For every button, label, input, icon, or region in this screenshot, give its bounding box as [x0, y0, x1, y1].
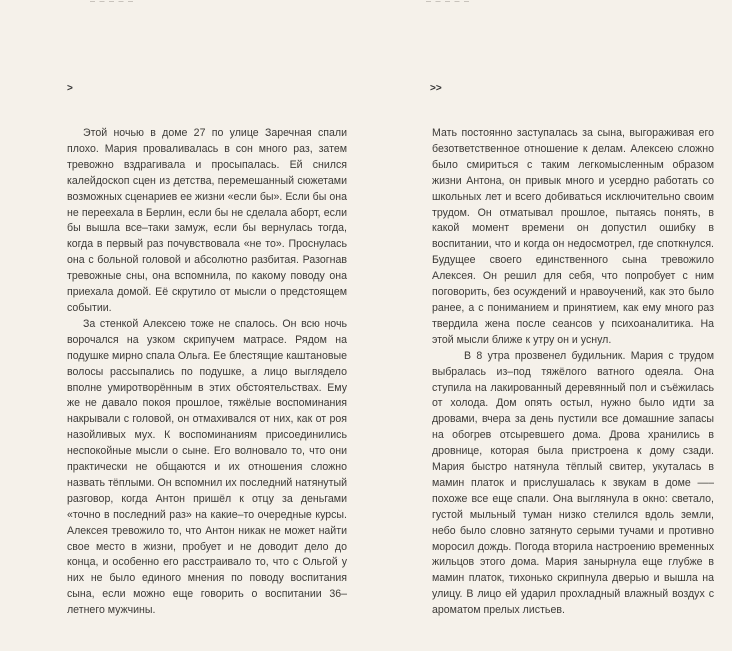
paragraph: За стенкой Алексею тоже не спалось. Он всю ночь ворочался на узком скрипучем матрасе. Рядом на подушке мирно спала Ольга. Ее блестящие каштановые волосы рассыпались по подушке, а лицо выглядело вполне умиротворённым в этих обстоятельствах. Ему же не давало покоя прошлое, тяжёлые воспоминания накрывали с головой, он отмахивался от них, как от роя назойливых мух. К воспоминаниям присоединились неспокойные мысли о сыне. Его волновало то, что они практически не общаются и их отношения сложно назвать тёплыми. Он вспомнил их последний натянутый разговор, когда Антон пришёл к отцу за деньгами «точно в последний раз» на какие–то очередные курсы. Алексея тревожило то, что Антон никак не может найти свое место в жизни, пробует и не доводит дело до конца, и особенно его расстраивало то, что с Ольгой у них не было единого мнения по поводу воспитания сына, если можно еще говорить о воспитании 36–летнего мужчины. [67, 317, 347, 617]
paragraph: Этой ночью в доме 27 по улице Заречная спали плохо. Мария проваливалась в сон много раз, затем тревожно вздрагивала и просыпалась. Ей снился калейдоскоп сцен из детства, перемешанный сюжетами возможных сценариев ее жизни «если бы». Если бы она не переехала в Берлин, если бы не сделала аборт, если бы вышла все–таки замуж, если бы вернулась тогда, когда в первый раз почувствовала «не то». Проснулась она с больной головой и абсолютно разбитая. Разогнав тревожные сны, она вспомнила, по какому поводу она приехала домой. Её скрутило от мысли о предстоящем событии. [67, 127, 347, 314]
cut-off-header [90, 0, 134, 2]
right-page [366, 0, 732, 651]
chapter-marker: >> [430, 83, 442, 94]
page-text [432, 126, 714, 619]
page-text [67, 126, 347, 619]
chapter-marker: > [67, 83, 73, 94]
paragraph: Мать постоянно заступалась за сына, выгораживая его безответственное отношение к делам. Алексею сложно было смириться с таким легкомысленным образом жизни Антона, он привык много и усердно работать со школьных лет и всего добиваться исключительно своим трудом. Он отматывал прошлое, пытаясь понять, в какой момент времени он допустил ошибку в воспитании, что и когда он недосмотрел, где споткнулся. Будущее своего единственного сына тревожило Алексея. Он решил для себя, что попробует с ним поговорить, без осуждений и нравоучений, как это было ранее, а с пониманием и принятием, как ему много раз твердила жена после сеансов у психоаналитика. На этой мысли ближе к утру он и уснул. [432, 127, 714, 346]
cut-off-header [426, 0, 470, 2]
paragraph: В 8 утра прозвенел будильник. Мария с трудом выбралась из–под тяжёлого ватного одеяла. Она ступила на лакированный деревянный пол и съёжилась от холода. Дом опять остыл, нужно было идти за дровами, вчера за день пустили все домашние запасы на обогрев отсыревшего дома. Дрова хранились в дровнице, которая была пристроена к дому сзади. Мария быстро натянула тёплый свитер, укуталась в мамин платок и прислушалась к звукам в доме —– похоже все еще спали. Она выглянула в окно: светало, густой мыльный туман низко стелился вдоль земли, небо было словно затянуто серыми тучами и противно моросил дождь. Погода вторила настроению временных жильцов этого дома. Мария занырнула еще глубже в мамин платок, тихонько скрипнула дверью и вышла на улицу. В лицо ей ударил прохладный влажный воздух с ароматом прелых листьев. [432, 349, 714, 617]
